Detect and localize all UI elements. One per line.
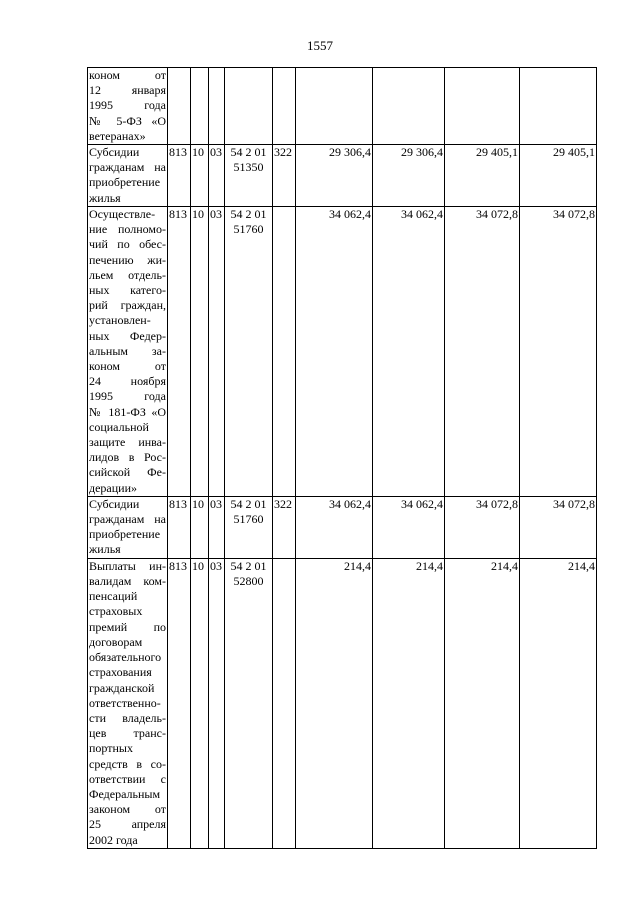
amount-cell-1: 29 306,4 bbox=[296, 145, 373, 207]
item-name-line: гражданской bbox=[89, 680, 155, 695]
amount-cell-1: 34 062,4 bbox=[296, 496, 373, 558]
kcsr-code-cell bbox=[225, 496, 273, 558]
vr-code-cell bbox=[273, 207, 296, 497]
item-name-line: социальной bbox=[89, 419, 149, 434]
kcsr-code-part: 51350 bbox=[233, 160, 264, 175]
amount-cell-1 bbox=[296, 68, 373, 145]
amount-cell-4: 34 072,8 bbox=[520, 207, 597, 497]
amount-cell-2: 29 306,4 bbox=[373, 145, 445, 207]
table-row bbox=[88, 558, 597, 848]
item-name-line: коном от bbox=[89, 68, 166, 82]
vr-code-cell: 322 bbox=[273, 145, 296, 207]
item-name-line: № 5-ФЗ «О bbox=[89, 113, 166, 128]
item-name-line: законом от bbox=[89, 802, 166, 817]
item-name-line: дерации» bbox=[89, 480, 138, 495]
item-name-line: Осуществле- bbox=[89, 207, 156, 222]
pr-code-cell: 03 bbox=[209, 145, 225, 207]
item-name-line: портных bbox=[89, 741, 133, 756]
item-name-line: ние полномо- bbox=[89, 222, 166, 237]
table-row bbox=[88, 207, 597, 497]
amount-cell-3 bbox=[445, 68, 520, 145]
item-name-line: цев транс- bbox=[89, 726, 166, 741]
item-name-line: жилья bbox=[89, 542, 121, 557]
kcsr-code-part: 51760 bbox=[233, 222, 264, 237]
item-name-line: ных катего- bbox=[89, 283, 166, 298]
item-name-line: жилья bbox=[89, 190, 121, 205]
ved-code-cell: 813 bbox=[168, 145, 191, 207]
item-name-line: валидам ком- bbox=[89, 574, 166, 589]
item-name-line: рий граждан, bbox=[89, 298, 166, 313]
amount-cell-3: 214,4 bbox=[445, 558, 520, 848]
amount-cell-4 bbox=[520, 68, 597, 145]
item-name-line: Федеральным bbox=[89, 786, 161, 801]
kcsr-code-cell bbox=[225, 145, 273, 207]
page-number: 1557 bbox=[307, 38, 333, 53]
item-name-line: страхования bbox=[89, 665, 152, 680]
rz-code-cell: 10 bbox=[191, 145, 209, 207]
item-name-cell bbox=[88, 496, 168, 558]
item-name-line: средств в со- bbox=[89, 756, 166, 771]
amount-cell-3: 29 405,1 bbox=[445, 145, 520, 207]
amount-cell-3: 34 072,8 bbox=[445, 496, 520, 558]
ved-code-cell: 813 bbox=[168, 207, 191, 497]
kcsr-code-part: 51760 bbox=[233, 512, 264, 527]
item-name-line: 24 ноября bbox=[89, 374, 166, 389]
item-name-line: страховых bbox=[89, 604, 143, 619]
amount-cell-1: 34 062,4 bbox=[296, 207, 373, 497]
kcsr-code-part: 52800 bbox=[233, 574, 264, 589]
table-row bbox=[88, 145, 597, 207]
item-name-line: Выплаты ин- bbox=[89, 558, 166, 573]
item-name-line: сийской Фе- bbox=[89, 465, 166, 480]
item-name-cell bbox=[88, 558, 168, 848]
amount-cell-4: 34 072,8 bbox=[520, 496, 597, 558]
item-name-line: льем отдель- bbox=[89, 267, 166, 282]
rz-code-cell: 10 bbox=[191, 496, 209, 558]
item-name-line: пенсаций bbox=[89, 589, 138, 604]
pr-code-cell bbox=[209, 68, 225, 145]
item-name-line: премий по bbox=[89, 619, 166, 634]
item-name-line: 2002 года bbox=[89, 832, 138, 847]
item-name-line: печению жи- bbox=[89, 252, 166, 267]
item-name-line: ветеранах» bbox=[89, 128, 146, 143]
pr-code-cell: 03 bbox=[209, 558, 225, 848]
item-name-line: гражданам на bbox=[89, 160, 166, 175]
item-name-cell bbox=[88, 207, 168, 497]
rz-code-cell: 10 bbox=[191, 207, 209, 497]
pr-code-cell: 03 bbox=[209, 207, 225, 497]
kcsr-code-part: 54 2 01 bbox=[230, 496, 267, 511]
rz-code-cell bbox=[191, 68, 209, 145]
item-name-line: № 181-ФЗ «О bbox=[89, 404, 166, 419]
ved-code-cell: 813 bbox=[168, 496, 191, 558]
item-name-line: сти владель- bbox=[89, 710, 166, 725]
kcsr-code-cell bbox=[225, 558, 273, 848]
item-name-line: 1995 года bbox=[89, 98, 166, 113]
item-name-line: ответственно- bbox=[89, 695, 161, 710]
item-name-line: ответствии с bbox=[89, 771, 166, 786]
item-name-line: Субсидии bbox=[89, 496, 140, 511]
item-name-line: договорам bbox=[89, 634, 143, 649]
kcsr-code-part: 54 2 01 bbox=[230, 145, 267, 160]
item-name-line: 12 января bbox=[89, 83, 166, 98]
kcsr-code-cell bbox=[225, 68, 273, 145]
item-name-line: альным за- bbox=[89, 343, 166, 358]
ved-code-cell: 813 bbox=[168, 558, 191, 848]
item-name-line: 1995 года bbox=[89, 389, 166, 404]
item-name-line: ных Федер- bbox=[89, 328, 166, 343]
item-name-line: гражданам на bbox=[89, 512, 166, 527]
item-name-line: установлен- bbox=[89, 313, 151, 328]
item-name-cell bbox=[88, 68, 168, 145]
table-body bbox=[88, 68, 597, 849]
amount-cell-2: 34 062,4 bbox=[373, 496, 445, 558]
amount-cell-2: 214,4 bbox=[373, 558, 445, 848]
table-row bbox=[88, 496, 597, 558]
item-name-line: лидов в Рос- bbox=[89, 450, 166, 465]
amount-cell-3: 34 072,8 bbox=[445, 207, 520, 497]
amount-cell-1: 214,4 bbox=[296, 558, 373, 848]
ved-code-cell bbox=[168, 68, 191, 145]
item-name-line: чий по обес- bbox=[89, 237, 166, 252]
amount-cell-2: 34 062,4 bbox=[373, 207, 445, 497]
item-name-line: 25 апреля bbox=[89, 817, 166, 832]
item-name-line: Субсидии bbox=[89, 145, 140, 160]
amount-cell-2 bbox=[373, 68, 445, 145]
kcsr-code-part: 54 2 01 bbox=[230, 207, 267, 222]
item-name-line: защите инва- bbox=[89, 435, 166, 450]
kcsr-code-cell bbox=[225, 207, 273, 497]
item-name-line: коном от bbox=[89, 359, 166, 374]
item-name-line: обязательного bbox=[89, 650, 162, 665]
item-name-line: приобретение bbox=[89, 527, 161, 542]
table-row bbox=[88, 68, 597, 145]
amount-cell-4: 214,4 bbox=[520, 558, 597, 848]
kcsr-code-part: 54 2 01 bbox=[230, 558, 267, 573]
vr-code-cell bbox=[273, 558, 296, 848]
item-name-cell bbox=[88, 145, 168, 207]
pr-code-cell: 03 bbox=[209, 496, 225, 558]
item-name-line: приобретение bbox=[89, 175, 161, 190]
rz-code-cell: 10 bbox=[191, 558, 209, 848]
vr-code-cell: 322 bbox=[273, 496, 296, 558]
vr-code-cell bbox=[273, 68, 296, 145]
amount-cell-4: 29 405,1 bbox=[520, 145, 597, 207]
budget-table bbox=[87, 67, 597, 849]
